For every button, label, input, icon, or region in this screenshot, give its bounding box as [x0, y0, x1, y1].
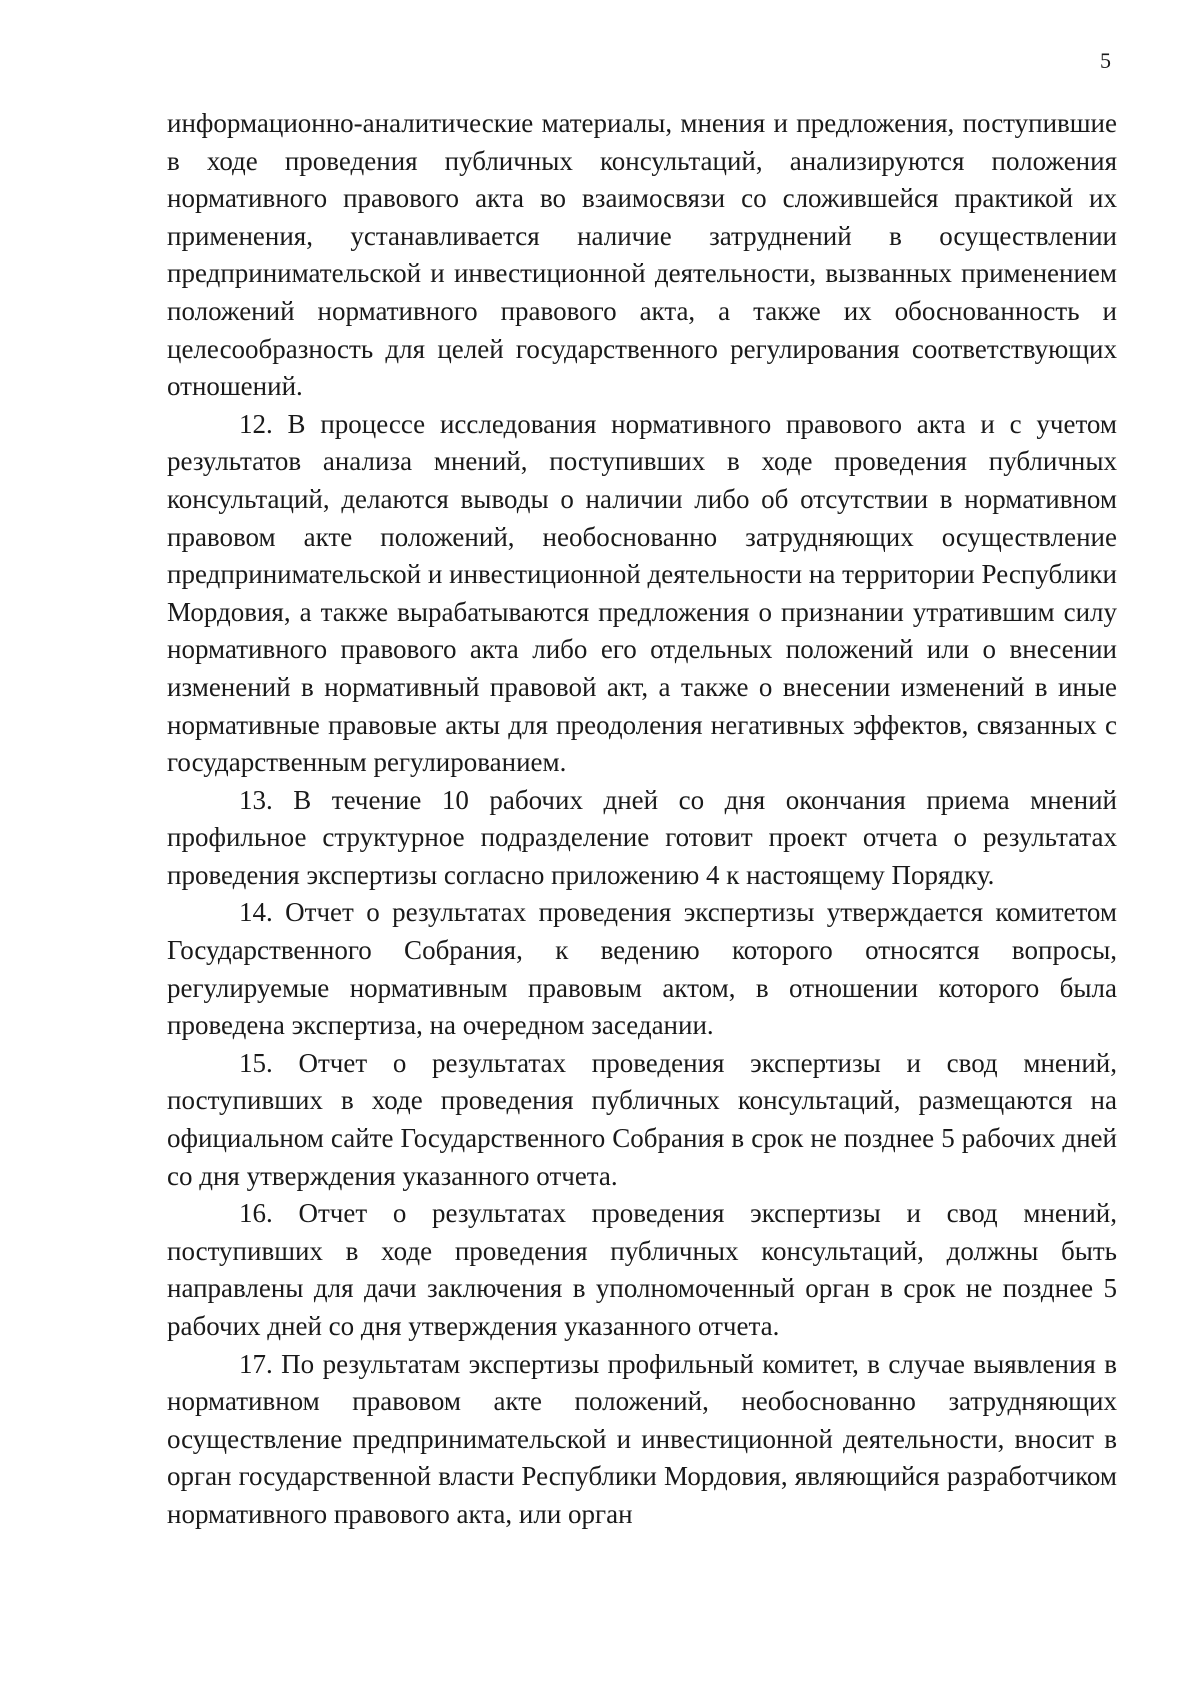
page-number: 5	[1100, 48, 1111, 73]
paragraph-continuation: информационно-аналитические материалы, мнения и предложения, поступившие в ходе проведения публичных консультаций, анализируются положения нормативного правового акта во взаимосвязи со сложившейся практикой их применения, устанавливается наличие затруднений в осуществлении предпринимательской и инвестиционной деятельности, вызванных применением положений нормативного правового акта, а также их обоснованность и целесообразность для целей государственного регулирования соответствующих отношений.	[167, 108, 1117, 402]
paragraph-15: 15. Отчет о результатах проведения экспертизы и свод мнений, поступивших в ходе проведения публичных консультаций, размещаются на официальном сайте Государственного Собрания в срок не позднее 5 рабочих дней со дня утверждения указанного отчета.	[167, 1047, 1117, 1191]
paragraph-17: 17. По результатам экспертизы профильный комитет, в случае выявления в нормативном правовом акте положений, необоснованно затрудняющих осуществление предпринимательской и инвестиционной деятельности, вносит в орган государственной власти Республики Мордовия, являющийся разработчиком нормативного правового акта, или орган	[167, 1348, 1117, 1529]
paragraph-12: 12. В процессе исследования нормативного правового акта и с учетом результатов анализа мнений, поступивших в ходе проведения публичных консультаций, делаются выводы о наличии либо об отсутствии в нормативном правовом акте положений, необоснованно затрудняющих осуществление предпринимательской и инвестиционной деятельности на территории Республики Мордовия, а также вырабатываются предложения о признании утратившим силу нормативного правового акта либо его отдельных положений или о внесении изменений в нормативный правовой акт, а также о внесении изменений в иные нормативные правовые акты для преодоления негативных эффектов, связанных с государственным регулированием.	[167, 408, 1117, 778]
paragraph-13: 13. В течение 10 рабочих дней со дня окончания приема мнений профильное структурное подразделение готовит проект отчета о результатах проведения экспертизы согласно приложению 4 к настоящему Порядку.	[167, 784, 1117, 890]
paragraph-16: 16. Отчет о результатах проведения экспертизы и свод мнений, поступивших в ходе проведения публичных консультаций, должны быть направлены для дачи заключения в уполномоченный орган в срок не позднее 5 рабочих дней со дня утверждения указанного отчета.	[167, 1198, 1117, 1341]
document-body	[167, 105, 1117, 1534]
paragraph-14: 14. Отчет о результатах проведения экспертизы утверждается комитетом Государственного Собрания, к ведению которого относятся вопросы, регулируемые нормативным правовым актом, в отношении которого была проведена экспертиза, на очередном заседании.	[167, 897, 1117, 1041]
